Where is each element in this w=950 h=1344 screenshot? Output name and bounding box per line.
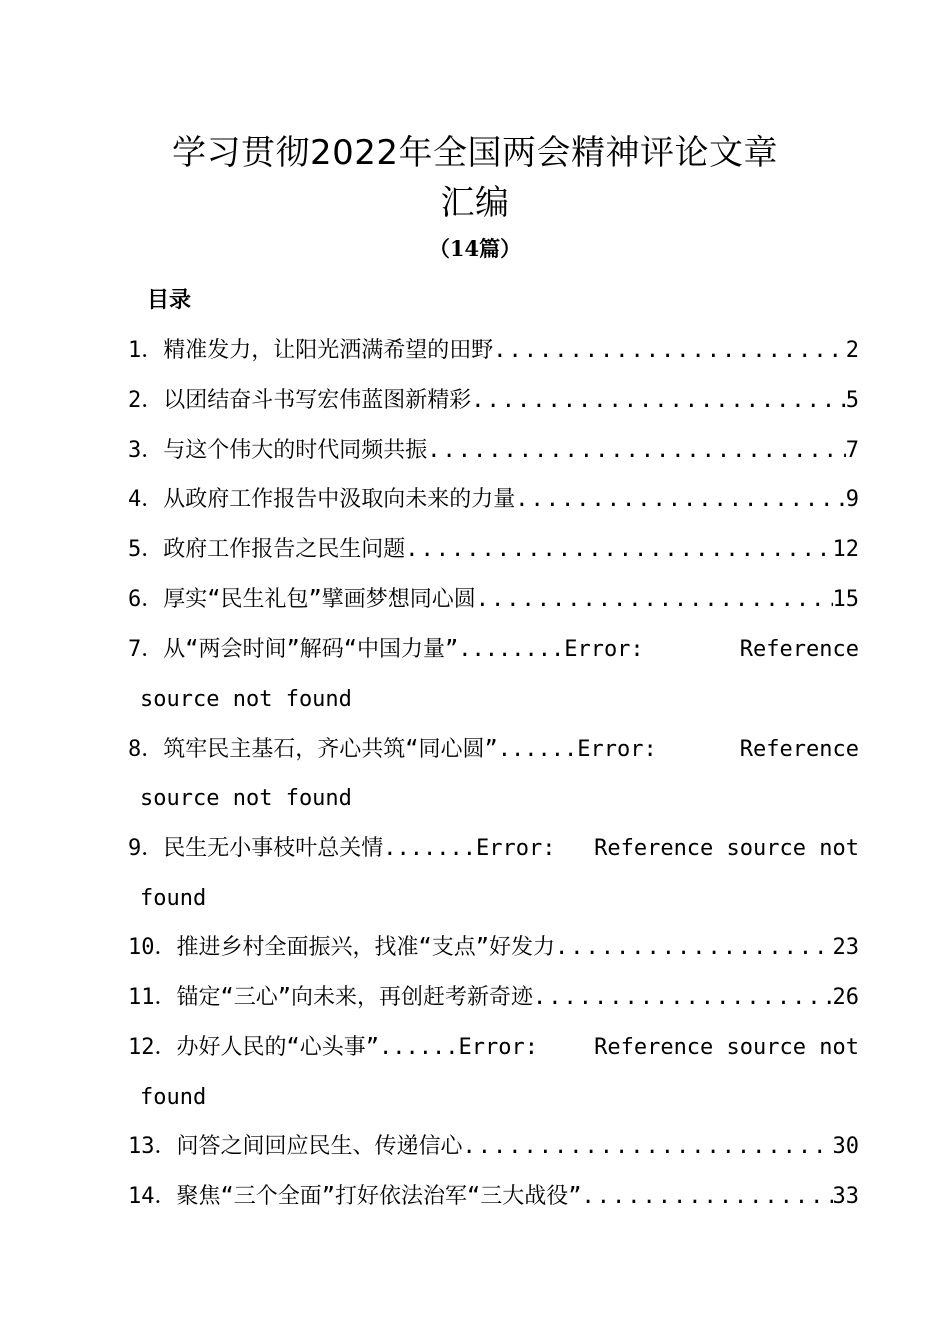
- toc-entry-number: 5．: [128, 537, 164, 562]
- toc-dot-leader: [533, 982, 833, 1014]
- toc-entry[interactable]: [128, 435, 859, 467]
- toc-entry-continuation: found: [140, 1085, 207, 1110]
- toc-dot-leader: ......: [497, 737, 578, 762]
- toc-entry[interactable]: [128, 534, 859, 566]
- toc-entry-title: 从政府工作报告中汲取向未来的力量: [163, 487, 516, 512]
- toc-dot-leader: [555, 932, 833, 964]
- toc-error-text: Reference source not: [594, 836, 859, 861]
- toc-entry-page: 33: [832, 1184, 859, 1209]
- toc-entry-title: 民生无小事枝叶总关情: [163, 836, 384, 861]
- toc-entry-number: 7．: [128, 637, 164, 662]
- toc-entry-title: 筑牢民主基石，齐心共筑“同心圆”: [163, 737, 498, 762]
- toc-entry-title: 与这个伟大的时代同频共振: [163, 438, 428, 463]
- toc-entry-title: 问答之间回应民生、传递信心: [176, 1134, 463, 1159]
- toc-error-text: Error:: [475, 836, 556, 861]
- toc-entry-number: 12．: [128, 1035, 177, 1060]
- toc-dot-leader: [493, 335, 845, 367]
- toc-entry-number: 2．: [128, 388, 164, 413]
- toc-entry-page: 2: [845, 338, 859, 363]
- toc-entry-number: 1．: [128, 338, 164, 363]
- toc-entry[interactable]: [128, 1131, 859, 1163]
- toc-entry-title: 锚定“三心”向未来，再创赶考新奇迹: [176, 985, 533, 1010]
- toc-error-text: Reference source not: [594, 1035, 859, 1060]
- toc-entry-title: 精准发力，让阳光洒满希望的田野: [163, 338, 494, 363]
- toc-entry-number: 9．: [128, 836, 164, 861]
- toc-entry-number: 11．: [128, 985, 177, 1010]
- toc-entry[interactable]: [128, 335, 859, 367]
- document-title-line-2: 汇编: [440, 183, 510, 223]
- toc-entry-number: 13．: [128, 1134, 177, 1159]
- toc-dot-leader: [476, 584, 833, 616]
- toc-dot-leader: [427, 435, 845, 467]
- toc-entry-number: 3．: [128, 438, 164, 463]
- toc-heading: 目录: [147, 288, 192, 313]
- toc-entry[interactable]: [128, 1032, 859, 1064]
- toc-error-text: Error:: [577, 737, 657, 762]
- toc-entry-number: 6．: [128, 587, 164, 612]
- toc-entry-continuation: source not found: [140, 687, 352, 712]
- toc-dot-leader: [405, 534, 832, 566]
- toc-entry-number: 10．: [128, 935, 177, 960]
- toc-dot-leader: ......: [379, 1035, 459, 1060]
- toc-error-text: Error:: [458, 1035, 538, 1060]
- toc-entry[interactable]: [128, 484, 859, 516]
- toc-entry-title: 聚焦“三个全面”打好依法治军“三大战役”: [176, 1184, 582, 1209]
- toc-entry-title: 办好人民的“心头事”: [176, 1035, 379, 1060]
- toc-entry-page: 9: [845, 487, 859, 512]
- toc-entry[interactable]: [128, 1181, 859, 1213]
- toc-entry-title: 从“两会时间”解码“中国力量”: [163, 637, 459, 662]
- toc-entry[interactable]: [128, 584, 859, 616]
- toc-dot-leader: .......: [383, 836, 476, 861]
- toc-entry-page: 7: [845, 438, 859, 463]
- toc-dot-leader: [463, 1131, 833, 1163]
- toc-entry-number: 4．: [128, 487, 164, 512]
- toc-entry-title: 以团结奋斗书写宏伟蓝图新精彩: [163, 388, 472, 413]
- toc-entry-number: 14．: [128, 1184, 177, 1209]
- toc-entry-page: 5: [845, 388, 859, 413]
- toc-error-text: Reference: [739, 737, 859, 762]
- toc-entry-page: 15: [832, 587, 859, 612]
- toc-entry[interactable]: [128, 734, 859, 766]
- toc-error-text: Error:: [564, 637, 644, 662]
- toc-entry-title: 推进乡村全面振兴，找准“支点”好发力: [176, 935, 555, 960]
- toc-dot-leader: [515, 484, 845, 516]
- article-count: （14篇）: [428, 236, 522, 261]
- toc-dot-leader: [581, 1181, 832, 1213]
- toc-entry[interactable]: [128, 982, 859, 1014]
- toc-entry-number: 8．: [128, 737, 164, 762]
- toc-entry-page: 26: [832, 985, 859, 1010]
- toc-entry-page: 30: [832, 1134, 859, 1159]
- toc-error-text: Reference: [739, 637, 859, 662]
- toc-entry-title: 政府工作报告之民生问题: [163, 537, 406, 562]
- toc-entry[interactable]: [128, 932, 859, 964]
- toc-entry[interactable]: [128, 385, 859, 417]
- toc-dot-leader: ........: [458, 637, 565, 662]
- toc-entry[interactable]: [128, 634, 859, 666]
- toc-entry-continuation: found: [140, 886, 207, 911]
- toc-entry-page: 23: [832, 935, 859, 960]
- toc-entry[interactable]: [128, 833, 859, 865]
- document-title-line-1: 学习贯彻2022年全国两会精神评论文章: [171, 133, 779, 173]
- toc-entry-page: 12: [832, 537, 859, 562]
- toc-dot-leader: [471, 385, 845, 417]
- toc-entry-continuation: source not found: [140, 786, 352, 811]
- toc-entry-title: 厚实“民生礼包”擘画梦想同心圆: [163, 587, 476, 612]
